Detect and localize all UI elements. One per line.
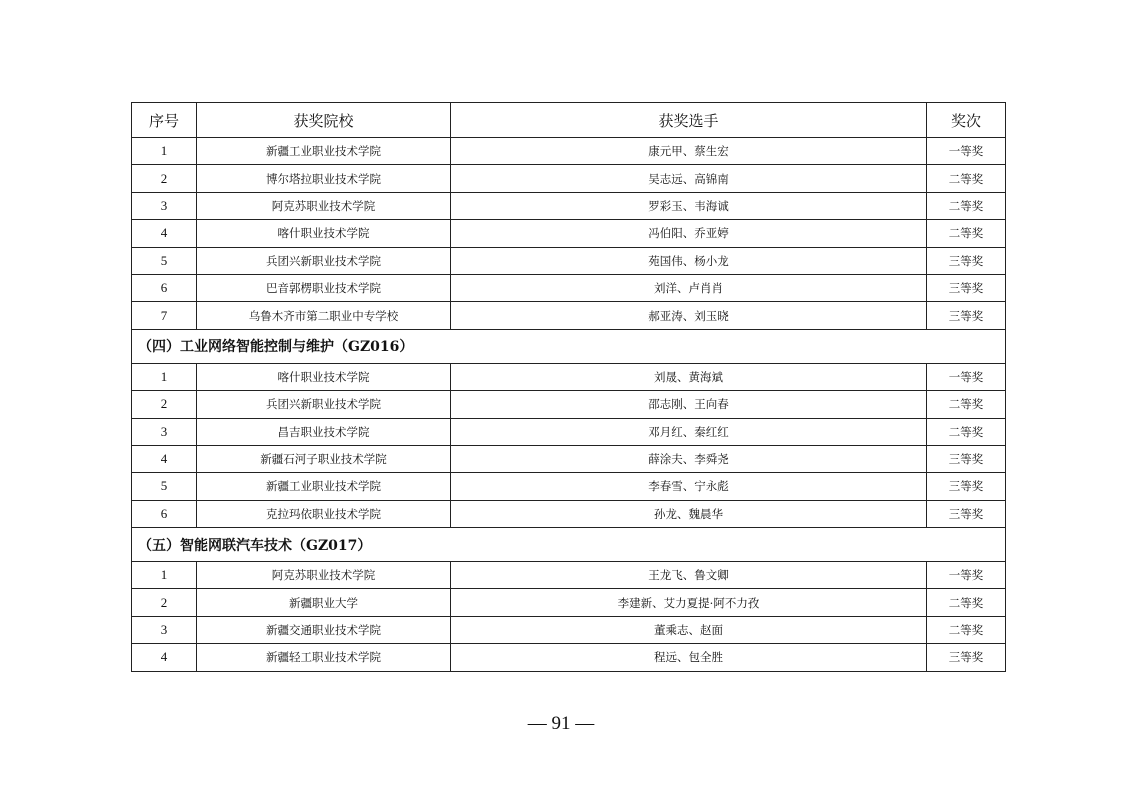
table-row <box>132 220 1006 247</box>
table-row <box>132 363 1006 390</box>
page-number: — 91 — <box>527 713 595 734</box>
serial-number-cell: 1 <box>132 138 197 165</box>
table-row <box>132 562 1006 589</box>
award-cell: 三等奖 <box>927 500 1006 527</box>
players-cell: 吴志远、高锦南 <box>451 165 927 192</box>
table-row <box>132 274 1006 301</box>
award-cell: 三等奖 <box>927 473 1006 500</box>
award-cell: 二等奖 <box>927 165 1006 192</box>
school-cell: 博尔塔拉职业技术学院 <box>197 165 451 192</box>
awards-table <box>131 102 1006 672</box>
players-cell: 冯伯阳、乔亚婷 <box>451 220 927 247</box>
table-row <box>132 500 1006 527</box>
award-cell: 二等奖 <box>927 616 1006 643</box>
section-title-row <box>132 528 1006 562</box>
header-players: 获奖选手 <box>451 103 927 138</box>
table-row <box>132 165 1006 192</box>
award-cell: 三等奖 <box>927 274 1006 301</box>
table-row <box>132 445 1006 472</box>
players-cell: 邵志刚、王向春 <box>451 391 927 418</box>
serial-number-cell: 6 <box>132 500 197 527</box>
players-cell: 董乘志、赵面 <box>451 616 927 643</box>
serial-number-cell: 6 <box>132 274 197 301</box>
serial-number-cell: 3 <box>132 418 197 445</box>
serial-number-cell: 5 <box>132 247 197 274</box>
table-row <box>132 644 1006 671</box>
award-cell: 一等奖 <box>927 562 1006 589</box>
table-row <box>132 391 1006 418</box>
school-cell: 巴音郭楞职业技术学院 <box>197 274 451 301</box>
school-cell: 克拉玛依职业技术学院 <box>197 500 451 527</box>
players-cell: 程远、包全胜 <box>451 644 927 671</box>
award-cell: 二等奖 <box>927 418 1006 445</box>
serial-number-cell: 2 <box>132 391 197 418</box>
header-award: 奖次 <box>927 103 1006 138</box>
table-row <box>132 247 1006 274</box>
award-cell: 一等奖 <box>927 363 1006 390</box>
school-cell: 兵团兴新职业技术学院 <box>197 391 451 418</box>
header-school: 获奖院校 <box>197 103 451 138</box>
players-cell: 李建新、艾力夏提·阿不力孜 <box>451 589 927 616</box>
table-row <box>132 589 1006 616</box>
serial-number-cell: 1 <box>132 363 197 390</box>
players-cell: 刘洋、卢肖肖 <box>451 274 927 301</box>
award-cell: 三等奖 <box>927 445 1006 472</box>
school-cell: 新疆轻工职业技术学院 <box>197 644 451 671</box>
serial-number-cell: 3 <box>132 616 197 643</box>
award-cell: 二等奖 <box>927 220 1006 247</box>
award-cell: 二等奖 <box>927 192 1006 219</box>
school-cell: 兵团兴新职业技术学院 <box>197 247 451 274</box>
school-cell: 昌吉职业技术学院 <box>197 418 451 445</box>
school-cell: 新疆工业职业技术学院 <box>197 138 451 165</box>
players-cell: 李春雪、宁永彪 <box>451 473 927 500</box>
table-row <box>132 302 1006 329</box>
serial-number-cell: 2 <box>132 589 197 616</box>
serial-number-cell: 7 <box>132 302 197 329</box>
table-row <box>132 473 1006 500</box>
players-cell: 郝亚涛、刘玉晓 <box>451 302 927 329</box>
award-cell: 二等奖 <box>927 589 1006 616</box>
school-cell: 新疆交通职业技术学院 <box>197 616 451 643</box>
section-title: （四）工业网络智能控制与维护（GZ016） <box>132 329 1006 363</box>
table-row <box>132 192 1006 219</box>
players-cell: 苑国伟、杨小龙 <box>451 247 927 274</box>
players-cell: 薛涂夫、李舜尧 <box>451 445 927 472</box>
section-title: （五）智能网联汽车技术（GZ017） <box>132 528 1006 562</box>
school-cell: 喀什职业技术学院 <box>197 220 451 247</box>
table-row <box>132 616 1006 643</box>
table-row <box>132 138 1006 165</box>
serial-number-cell: 4 <box>132 445 197 472</box>
school-cell: 新疆石河子职业技术学院 <box>197 445 451 472</box>
school-cell: 喀什职业技术学院 <box>197 363 451 390</box>
table-row <box>132 418 1006 445</box>
award-cell: 一等奖 <box>927 138 1006 165</box>
players-cell: 刘晟、黄海斌 <box>451 363 927 390</box>
section-title-row <box>132 329 1006 363</box>
players-cell: 康元甲、蔡生宏 <box>451 138 927 165</box>
players-cell: 王龙飞、鲁文卿 <box>451 562 927 589</box>
players-cell: 罗彩玉、韦海诚 <box>451 192 927 219</box>
table-header-row <box>132 103 1006 138</box>
award-cell: 二等奖 <box>927 391 1006 418</box>
serial-number-cell: 2 <box>132 165 197 192</box>
serial-number-cell: 3 <box>132 192 197 219</box>
award-cell: 三等奖 <box>927 302 1006 329</box>
players-cell: 邓月红、秦红红 <box>451 418 927 445</box>
players-cell: 孙龙、魏晨华 <box>451 500 927 527</box>
school-cell: 阿克苏职业技术学院 <box>197 562 451 589</box>
school-cell: 阿克苏职业技术学院 <box>197 192 451 219</box>
serial-number-cell: 4 <box>132 644 197 671</box>
serial-number-cell: 1 <box>132 562 197 589</box>
school-cell: 乌鲁木齐市第二职业中专学校 <box>197 302 451 329</box>
serial-number-cell: 5 <box>132 473 197 500</box>
award-cell: 三等奖 <box>927 644 1006 671</box>
serial-number-cell: 4 <box>132 220 197 247</box>
award-cell: 三等奖 <box>927 247 1006 274</box>
school-cell: 新疆职业大学 <box>197 589 451 616</box>
header-serial-number: 序号 <box>132 103 197 138</box>
school-cell: 新疆工业职业技术学院 <box>197 473 451 500</box>
table-body <box>132 138 1006 672</box>
